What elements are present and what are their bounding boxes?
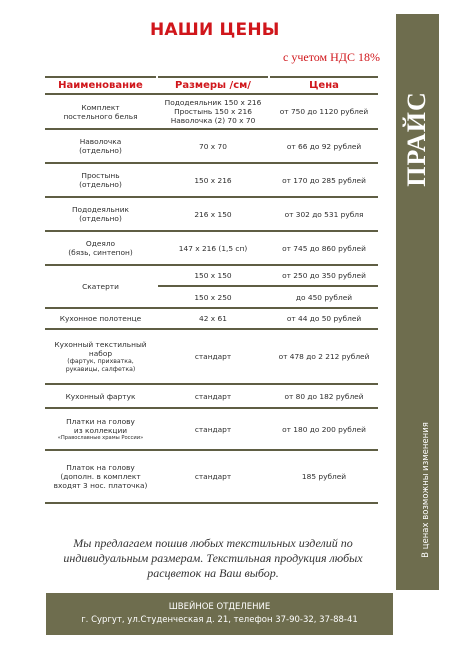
sidebar-title: ПРАЙС — [402, 91, 431, 187]
header-price: Цена — [269, 77, 378, 94]
header-size: Размеры /см/ — [157, 77, 269, 94]
item-price: от 66 до 92 рублей — [269, 129, 378, 163]
footer-banner — [46, 593, 393, 635]
item-size: стандарт — [157, 408, 269, 450]
table-row — [45, 329, 378, 384]
item-size: 150 x 150 — [157, 265, 269, 286]
footer-dept: ШВЕЙНОЕ ОТДЕЛЕНИЕ — [168, 602, 271, 612]
item-size: 216 x 150 — [157, 197, 269, 231]
table-row — [45, 408, 378, 450]
item-name: Скатерти — [45, 265, 157, 308]
item-price: от 750 до 1120 рублей — [269, 94, 378, 129]
item-size: 147 x 216 (1,5 сп) — [157, 231, 269, 265]
table-row — [45, 197, 378, 231]
item-size: стандарт — [157, 329, 269, 384]
item-name: Кухонный текстильный набор (фартук, прихватка, рукавицы, салфетка) — [45, 329, 157, 384]
table-header-row — [45, 77, 378, 94]
sidebar-note: В ценах возможны изменения — [421, 422, 431, 558]
item-price: до 450 рублей — [269, 286, 378, 308]
table-row — [45, 384, 378, 408]
item-name: Пододеяльник (отдельно) — [45, 197, 157, 231]
header-name: Наименование — [45, 77, 157, 94]
item-size: Пододеяльник 150 x 216 Простынь 150 x 216 Наволочка (2) 70 x 70 — [157, 94, 269, 129]
page-title: НАШИ ЦЕНЫ — [150, 20, 280, 40]
item-size: стандарт — [157, 384, 269, 408]
item-name: Простынь (отдельно) — [45, 163, 157, 197]
custom-order-note: Мы предлагаем пошив любых текстильных изделий по индивидуальным размерам. Текстильная продукция любых расцветок на Ваш выбор. — [63, 536, 363, 580]
item-name: Платок на голову (дополн. в комплект входят 3 нос. платочка) — [45, 450, 157, 503]
sidebar-banner — [396, 14, 439, 590]
table-row — [45, 265, 378, 286]
item-name: Наволочка (отдельно) — [45, 129, 157, 163]
table-row — [45, 129, 378, 163]
item-price: от 302 до 531 рубля — [269, 197, 378, 231]
table-row — [45, 231, 378, 265]
price-table — [45, 76, 378, 504]
item-size: 70 x 70 — [157, 129, 269, 163]
table-row — [45, 94, 378, 129]
table-row — [45, 450, 378, 503]
table-row — [45, 308, 378, 329]
item-name: Одеяло (бязь, синтепон) — [45, 231, 157, 265]
item-price: от 250 до 350 рублей — [269, 265, 378, 286]
item-name: Кухонное полотенце — [45, 308, 157, 329]
item-price: от 745 до 860 рублей — [269, 231, 378, 265]
item-name: Комплект постельного белья — [45, 94, 157, 129]
item-price: от 180 до 200 рублей — [269, 408, 378, 450]
item-price: 185 рублей — [269, 450, 378, 503]
item-size: стандарт — [157, 450, 269, 503]
item-size: 150 x 250 — [157, 286, 269, 308]
table-row — [45, 163, 378, 197]
item-name: Кухонный фартук — [45, 384, 157, 408]
item-price: от 478 до 2 212 рублей — [269, 329, 378, 384]
item-name: Платки на голову из коллекции «Православные храмы России» — [45, 408, 157, 450]
item-size: 42 x 61 — [157, 308, 269, 329]
item-price: от 44 до 50 рублей — [269, 308, 378, 329]
item-price: от 80 до 182 рублей — [269, 384, 378, 408]
item-size: 150 x 216 — [157, 163, 269, 197]
vat-note: с учетом НДС 18% — [283, 50, 380, 64]
footer-address: г. Сургут, ул.Студенческая д. 21, телефон 37-90-32, 37-88-41 — [81, 615, 358, 625]
item-price: от 170 до 285 рублей — [269, 163, 378, 197]
